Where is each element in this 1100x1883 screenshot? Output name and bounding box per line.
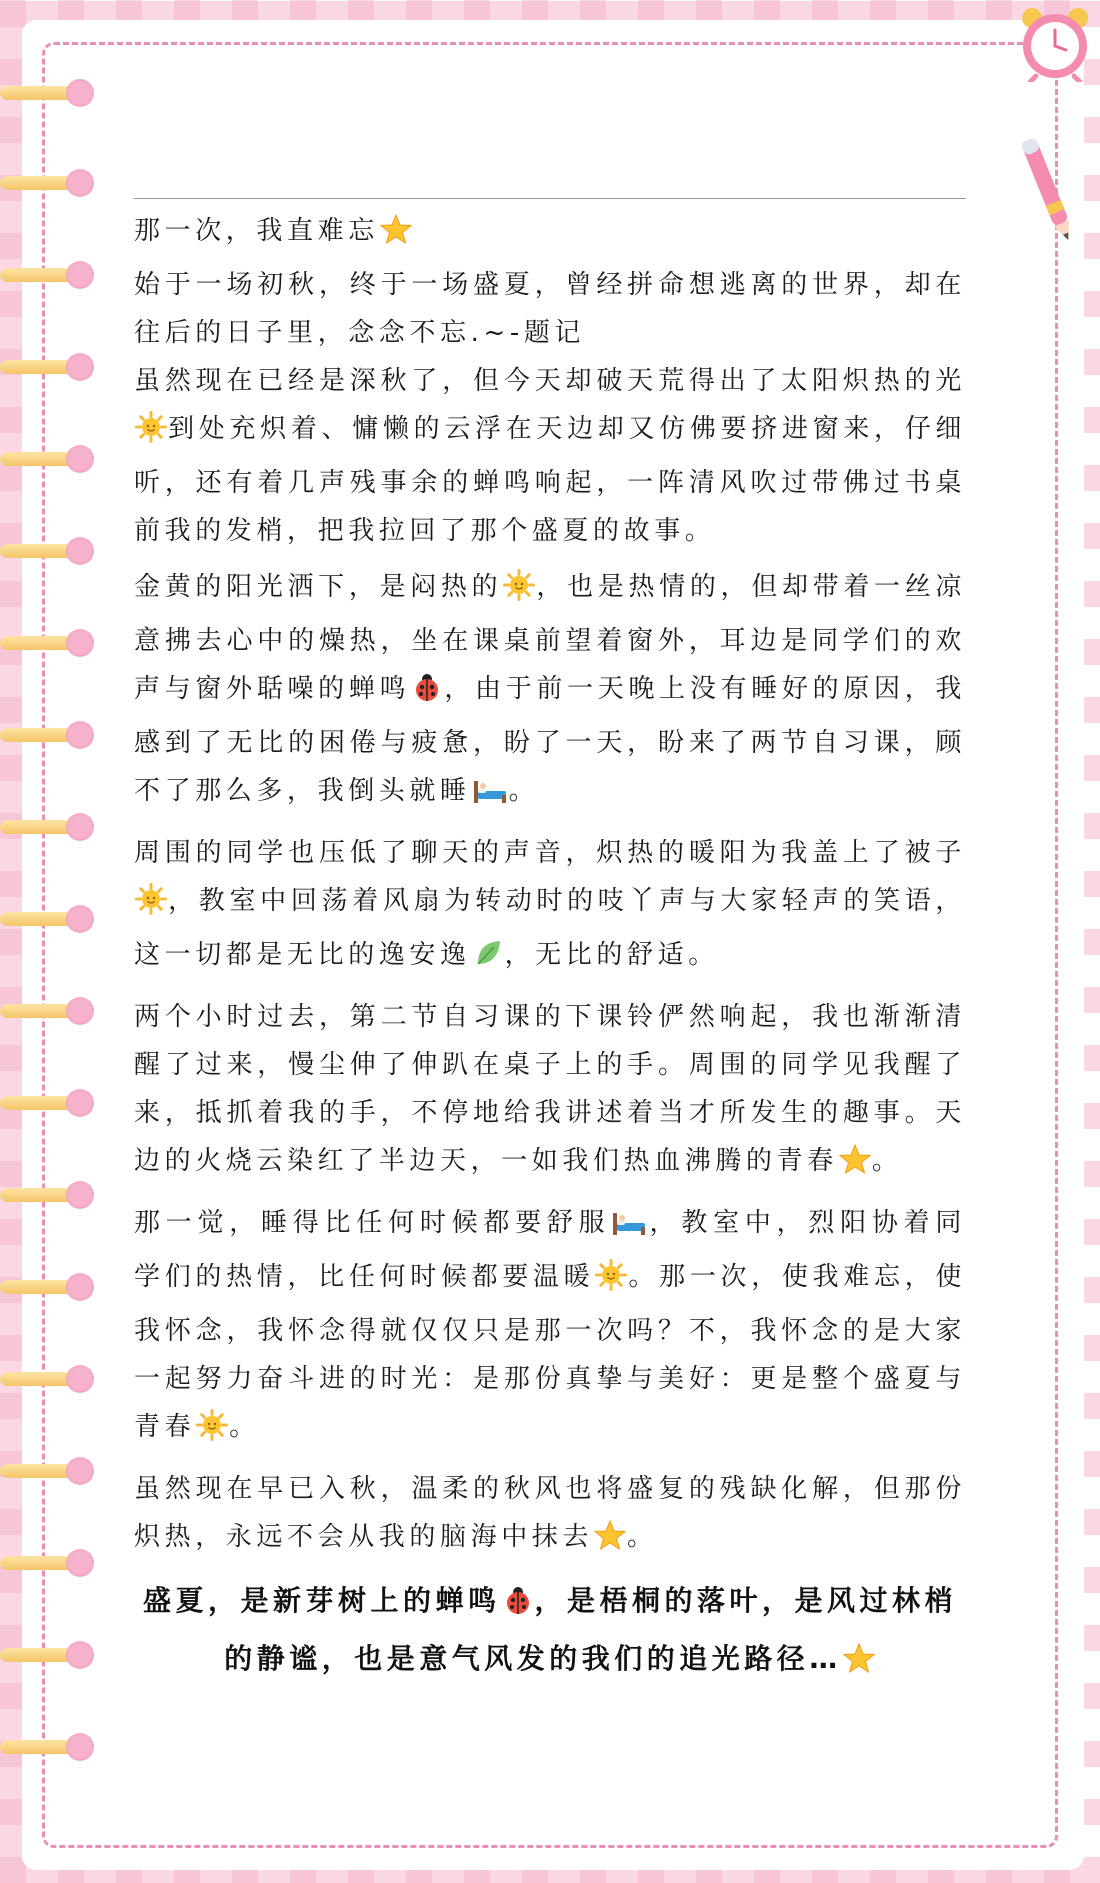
paragraph-text: 到处充炽着、慵懒的云浮在天边却又仿佛要挤进窗来，仔细听，还有着几声残事余的蝉鸣响起，一阵清风吹过带佛过书桌前我的发梢，把我拉回了那个盛夏的故事。 [134,414,966,546]
star-icon [380,213,412,261]
binder-ring-icon [0,1362,98,1396]
paragraph-1 [134,357,966,555]
binder-ring-icon [0,718,98,752]
star-icon [843,1639,875,1691]
closing-line [134,1575,966,1691]
binder-rings [0,0,100,1883]
binder-ring-icon [0,442,98,476]
alarm-clock-icon [1018,4,1092,82]
star-icon [839,1143,871,1191]
binder-ring-icon [0,1178,98,1212]
paragraph-6 [134,1465,966,1567]
paragraph-5 [134,1199,966,1457]
binder-ring-icon [0,1730,98,1764]
leaf-icon [472,937,504,985]
sleeping-bed-icon [611,1205,647,1253]
binder-ring-icon [0,534,98,568]
paragraph-text: 。 [508,776,540,806]
binder-ring-icon [0,350,98,384]
binder-ring-icon [0,1270,98,1304]
paragraph-text: 虽然现在已经是深秋了，但今天却破天荒得出了太阳炽热的光 [134,366,966,396]
pen-icon [1018,130,1078,250]
ladybug-icon [502,1581,534,1633]
paragraph-text: 周围的同学也压低了聊天的声音，炽热的暖阳为我盖上了被子 [134,838,966,868]
paragraph-text: 金黄的阳光洒下，是闷热的 [134,572,503,602]
paragraph-text: ，由于前一天晚上没有睡好的原因，我感到了无比的困倦与疲惫，盼了一天，盼来了两节自习课，顾不了那么多，我倒头就睡 [134,674,966,806]
ladybug-icon [411,671,443,719]
sun-icon [503,569,535,617]
binder-ring-icon [0,994,98,1028]
paragraph-2 [134,563,966,821]
binder-ring-icon [0,902,98,936]
epigraph-text: 始于一场初秋，终于一场盛夏，曾经拼命想逃离的世界，却在往后的日子里，念念不忘.~-题记 [134,270,966,348]
paragraph-text: 那一觉，睡得比任何时候都要舒服 [134,1208,611,1238]
closing-text: ，是梧桐的落叶，是风过林梢的静谧，也是意气风发的我们的追光路径… [224,1584,958,1675]
paragraph-text: ，教室中，烈阳协着同学们的热情，比任何时候都要温暖 [134,1208,966,1292]
paragraph-4 [134,993,966,1191]
binder-ring-icon [0,1546,98,1580]
binder-ring-icon [0,810,98,844]
binder-ring-icon [0,76,98,110]
paragraph-text: 。 [627,1522,658,1552]
sleeping-bed-icon [472,773,508,821]
paragraph-text: 。 [229,1412,260,1442]
paragraph-text: 。 [871,1146,903,1176]
paragraph-text: 。那一次，使我难忘，使我怀念，我怀念得就仅仅只是那一次吗？不，我怀念的是大家一起努力奋斗进的时光：是那份真挚与美好：更是整个盛夏与青春 [134,1262,966,1442]
sun-icon [135,883,167,931]
paragraph-text: 虽然现在早已入秋，温柔的秋风也将盛复的残缺化解，但那份炽热，永远不会从我的脑海中抹去 [134,1474,966,1552]
binder-ring-icon [0,1454,98,1488]
sun-icon [135,411,167,459]
paragraph-text: 两个小时过去，第二节自习课的下课铃俨然响起，我也渐渐清醒了过来，慢尘伸了伸趴在桌子上的手。周围的同学见我醒了来，抵抓着我的手，不停地给我讲述着当才所发生的趣事。天边的火烧云染红了半边天，一如我们热血沸腾的青春 [134,1002,966,1176]
paragraph-text: ，也是热情的，但却带着一丝凉意拂去心中的燥热，坐在课桌前望着窗外，耳边是同学们的欢声与窗外聒噪的蝉鸣 [134,572,967,704]
paragraph-text: ，教室中回荡着风扇为转动时的吱丫声与大家轻声的笑语，这一切都是无比的逸安逸 [134,886,966,970]
title-text: 那一次，我直难忘 [134,216,379,246]
paragraph-text: ，无比的舒适。 [504,940,719,970]
epigraph [134,261,966,357]
sun-icon [595,1259,627,1307]
binder-ring-icon [0,1638,98,1672]
paragraph-3 [134,829,966,985]
star-icon [594,1519,626,1567]
title-line [134,207,966,261]
closing-text: 盛夏，是新芽树上的蝉鸣 [142,1584,501,1617]
binder-ring-icon [0,258,98,292]
binder-ring-icon [0,626,98,660]
article [134,198,966,1691]
binder-ring-icon [0,1086,98,1120]
binder-ring-icon [0,166,98,200]
sun-icon [196,1409,228,1457]
